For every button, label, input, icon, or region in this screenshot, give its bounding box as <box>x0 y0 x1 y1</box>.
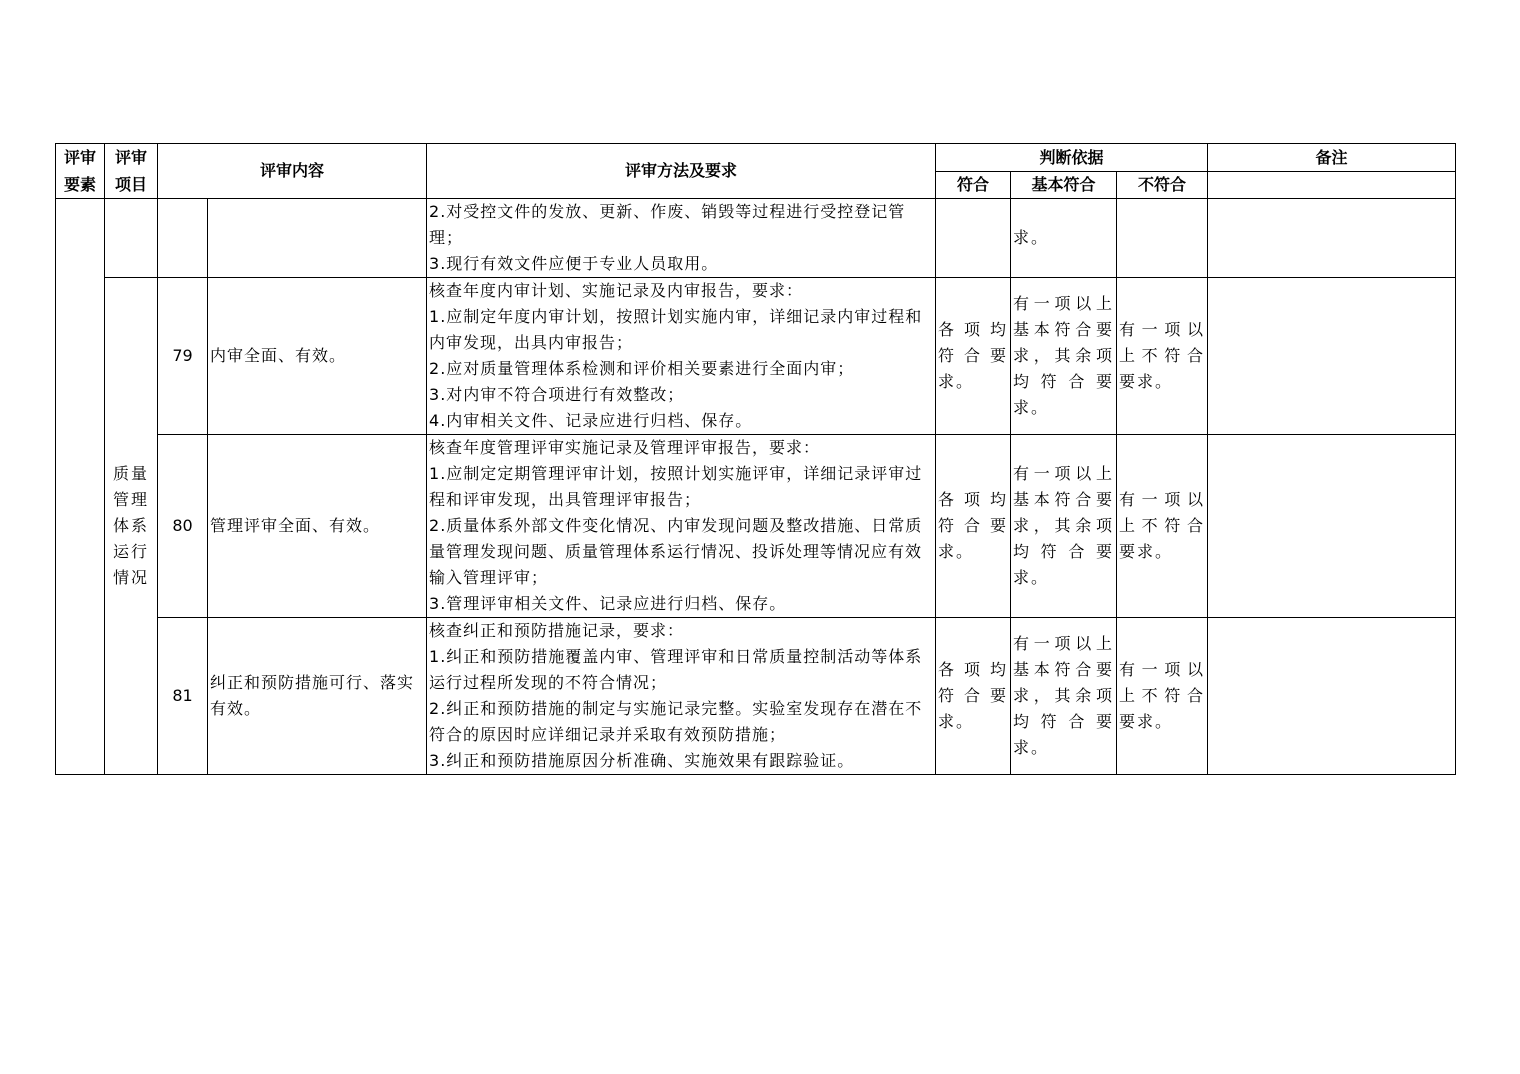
method-cell <box>427 199 936 278</box>
nonconform-cell: 有一项以上不符合要求。 <box>1117 618 1208 775</box>
conform-cell: 各项均符合要求。 <box>936 618 1011 775</box>
method-line: 3.管理评审相关文件、记录应进行归档、保存。 <box>429 594 787 613</box>
method-line: 1.应制定定期管理评审计划，按照计划实施评审，详细记录评审过程和评审发现，出具管理评审报告； <box>429 464 923 509</box>
basic-conform-cell: 有一项以上基本符合要求，其余项均符合要求。 <box>1011 435 1117 618</box>
element-cell <box>56 199 105 775</box>
content-cell: 纠正和预防措施可行、落实有效。 <box>208 618 427 775</box>
method-line: 1.纠正和预防措施覆盖内审、管理评审和日常质量控制活动等体系运行过程所发现的不符合情况； <box>429 647 923 692</box>
method-line: 核查纠正和预防措施记录，要求： <box>429 621 685 640</box>
method-line: 4.内审相关文件、记录应进行归档、保存。 <box>429 411 753 430</box>
content-cell-blank <box>208 199 427 278</box>
item-number: 81 <box>158 618 208 775</box>
method-line: 1.应制定年度内审计划，按照计划实施内审，详细记录内审过程和内审发现，出具内审报告； <box>429 307 923 352</box>
header-nonconform: 不符合 <box>1117 172 1208 199</box>
method-cell <box>427 618 936 775</box>
method-line: 2.应对质量管理体系检测和评价相关要素进行全面内审； <box>429 359 855 378</box>
conform-cell: 各项均符合要求。 <box>936 278 1011 435</box>
item-cell-blank <box>105 199 158 278</box>
conform-cell: 各项均符合要求。 <box>936 435 1011 618</box>
content-cell: 管理评审全面、有效。 <box>208 435 427 618</box>
method-line: 2.纠正和预防措施的制定与实施记录完整。实验室发现存在潜在不符合的原因时应详细记录并采取有效预防措施； <box>429 699 923 744</box>
method-line: 核查年度内审计划、实施记录及内审报告，要求： <box>429 281 804 300</box>
method-cell <box>427 278 936 435</box>
remarks-cell <box>1208 278 1456 435</box>
basic-conform-cell: 有一项以上基本符合要求，其余项均符合要求。 <box>1011 618 1117 775</box>
conform-cell-blank <box>936 199 1011 278</box>
table-row <box>56 278 1456 435</box>
header-remarks-blank <box>1208 172 1456 199</box>
table-row <box>56 618 1456 775</box>
header-method: 评审方法及要求 <box>427 144 936 199</box>
nonconform-cell: 有一项以上不符合要求。 <box>1117 278 1208 435</box>
content-cell: 内审全面、有效。 <box>208 278 427 435</box>
item-number: 80 <box>158 435 208 618</box>
basic-conform-cell: 求。 <box>1011 199 1117 278</box>
method-line: 核查年度管理评审实施记录及管理评审报告，要求： <box>429 438 821 457</box>
nonconform-cell: 有一项以上不符合要求。 <box>1117 435 1208 618</box>
header-basic-conform: 基本符合 <box>1011 172 1117 199</box>
method-line: 2.对受控文件的发放、更新、作废、销毁等过程进行受控登记管理； <box>429 202 906 247</box>
table-row <box>56 435 1456 618</box>
remarks-cell <box>1208 199 1456 278</box>
remarks-cell <box>1208 435 1456 618</box>
review-table <box>55 143 1456 775</box>
method-cell <box>427 435 936 618</box>
header-basis: 判断依据 <box>936 144 1208 172</box>
num-cell-blank <box>158 199 208 278</box>
method-line: 2.质量体系外部文件变化情况、内审发现问题及整改措施、日常质量管理发现问题、质量管理体系运行情况、投诉处理等情况应有效输入管理评审； <box>429 516 923 587</box>
basic-conform-cell: 有一项以上基本符合要求，其余项均符合要求。 <box>1011 278 1117 435</box>
method-line: 3.现行有效文件应便于专业人员取用。 <box>429 254 719 273</box>
header-conform: 符合 <box>936 172 1011 199</box>
header-element: 评审要素 <box>56 144 105 199</box>
nonconform-cell-blank <box>1117 199 1208 278</box>
item-number: 79 <box>158 278 208 435</box>
method-line: 3.对内审不符合项进行有效整改； <box>429 385 685 404</box>
header-item: 评审项目 <box>105 144 158 199</box>
table-row <box>56 199 1456 278</box>
method-line: 3.纠正和预防措施原因分析准确、实施效果有跟踪验证。 <box>429 751 855 770</box>
header-remarks: 备注 <box>1208 144 1456 172</box>
remarks-cell <box>1208 618 1456 775</box>
header-content: 评审内容 <box>158 144 427 199</box>
group-label: 质量管理体系运行情况 <box>105 278 158 775</box>
